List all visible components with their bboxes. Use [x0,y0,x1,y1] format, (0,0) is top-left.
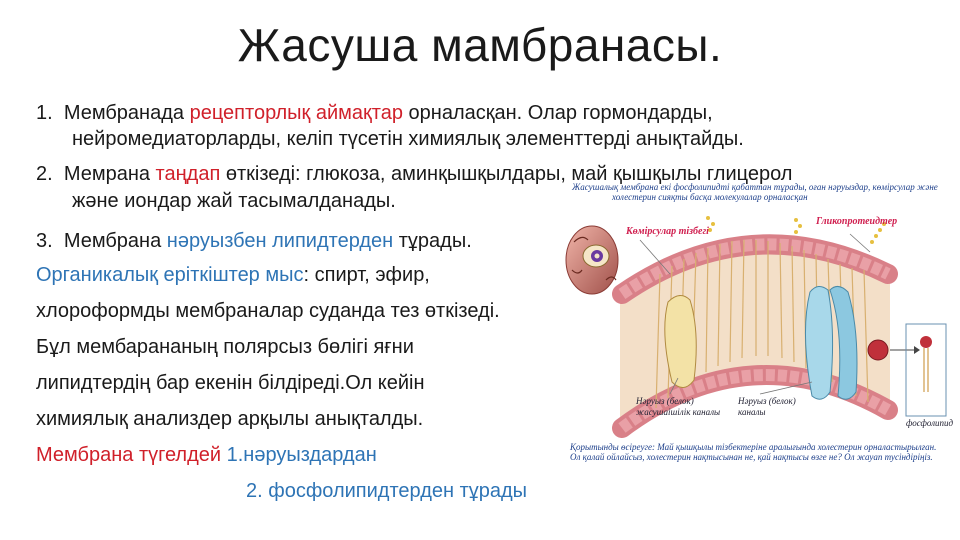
list-item-2-cont: және иондар жай тасымалданады. [72,190,396,212]
label-glycoprotein: Гликопротеидтер [816,216,898,227]
para-line-2: хлороформды мембраналар суданда тез өткізеді. [36,300,500,322]
slide-title: Жасуша мамбранасы. [237,19,723,71]
para-line-4: липидтердің бар екенін білдіреді.Ол кейін [36,372,425,394]
para-line-5: химиялық анализдер арқылы анықталды. [36,408,424,430]
para-text: : спирт, эфир, [303,264,430,286]
list-text: өткізеді: глюкоза, аминқышқылдары, май қышқылы глицерол [220,163,793,185]
label-carbohydrate-chain: Көмірсулар тізбегі [626,226,709,237]
label-protein-2: Нәруыз (белок) каналы [738,396,796,417]
highlight-text: нәруызбен липидтерден [166,230,394,252]
list-text: тұрады. [393,230,472,252]
list-item-1 [36,102,713,125]
list-number: 1. [36,102,53,124]
cell-icon [566,226,618,294]
figure-top-caption: Жасушалық мембрана екі фосфолипидті қабаттан тұрады, оған нәруыздар, көмірсулар және холестерин сияқты басқа молекулалар орналасқан [572,182,938,202]
highlight-text: Органикалық еріткіштер мыс [36,264,304,286]
para-line-6 [36,444,377,467]
para-line-3: Бұл мембарананың полярсыз бөлігі яғни [36,336,414,358]
para-line-1 [36,264,430,287]
list-text: орналасқан. Олар гормондарды, [402,102,713,124]
list-text: Мемрана [63,163,156,185]
label-protein-1: Нәруыз (белок) жасушаішілік каналы [636,396,721,417]
list-number: 2. [36,163,53,185]
label-phospholipid: фосфолипид [906,418,954,428]
list-number: 3. [36,230,53,252]
highlight-text: 1.нәруыздардан [226,444,377,466]
list-item-3 [36,230,472,253]
para-line-7: 2. фосфолипидтерден тұрады [246,480,528,502]
list-item-1-cont: нейромедиаторларды, келіп түсетін химиялық элементтерді анықтайды. [72,128,744,150]
list-text: Мембранада [63,102,190,124]
figure-bottom-caption: Қорытынды өсіреуге: Май қышқылы тізбектеріне аралығында холестерин орналастырылған. Ол қалай ойлайсыз, холестерин нақтысынан не, қай нақтысы өзге не? Ол жауап тусіндіріңіз. [570,442,937,462]
highlight-text: Мембрана түгелдей [36,444,227,466]
list-text: Мембрана [63,230,167,252]
membrane-illustration [560,182,954,472]
highlight-text: рецепторлық аймақтар [189,102,403,124]
highlight-text: таңдап [155,163,221,185]
